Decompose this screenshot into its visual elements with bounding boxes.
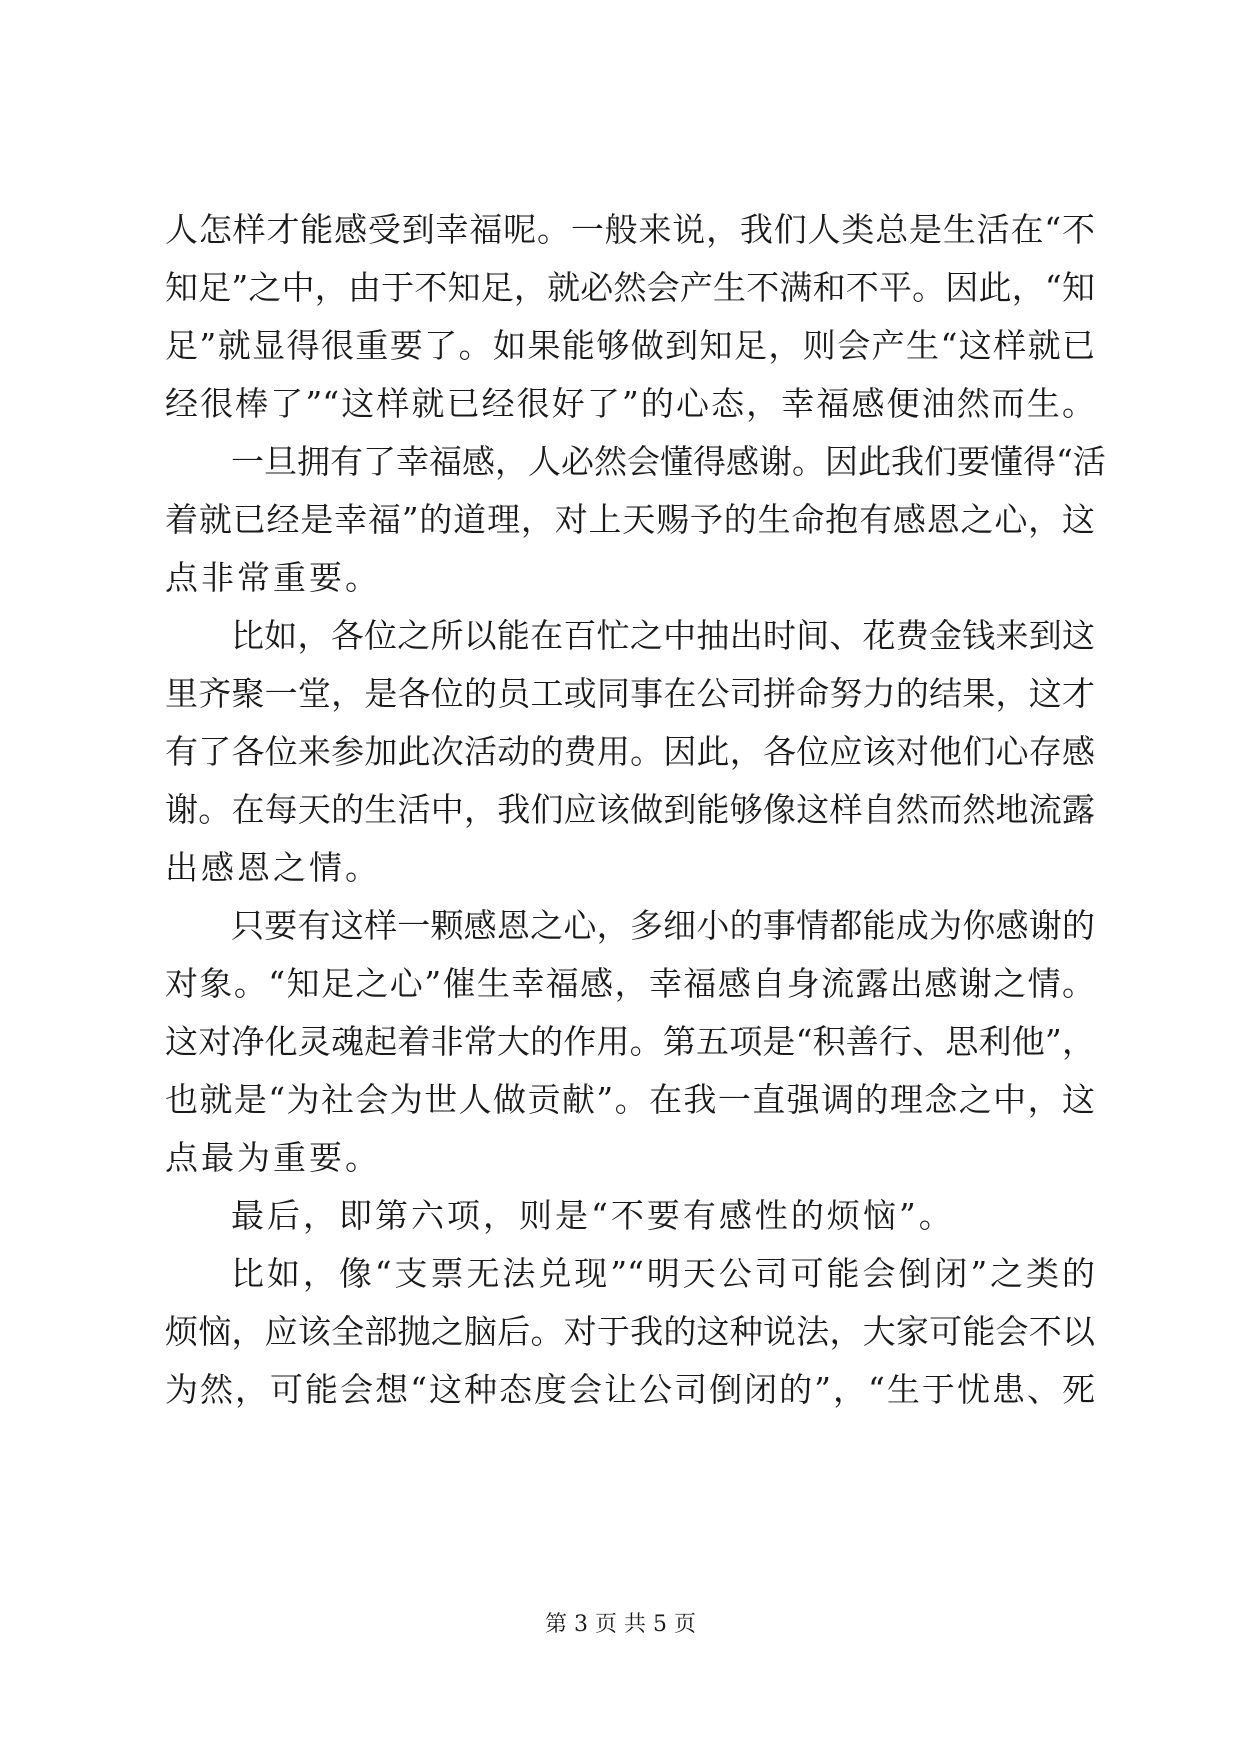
- paragraph-line: 点最为重要。: [165, 1138, 381, 1177]
- paragraph-line: 人怎样才能感受到幸福呢。一般来说，我们人类总是生活在“不: [165, 210, 1095, 249]
- paragraph-line: 比如，各位之所以能在百忙之中抽出时间、花费金钱来到这: [231, 616, 1095, 655]
- paragraph-line: 足”就显得很重要了。如果能够做到知足，则会产生“这样就已: [165, 326, 1095, 365]
- paragraph-line: 知足”之中，由于不知足，就必然会产生不满和不平。因此，“知: [165, 268, 1095, 307]
- paragraph-line: 最后，即第六项，则是“不要有感性的烦恼”。: [231, 1196, 955, 1235]
- paragraph-line: 出感恩之情。: [165, 848, 381, 887]
- paragraph-line: 有了各位来参加此次活动的费用。因此，各位应该对他们心存感: [165, 732, 1095, 771]
- paragraph-line: 谢。在每天的生活中，我们应该做到能够像这样自然而然地流露: [165, 790, 1095, 829]
- paragraph-line: 对象。“知足之心”催生幸福感，幸福感自身流露出感谢之情。: [165, 964, 1095, 1003]
- paragraph-line: 烦恼，应该全部抛之脑后。对于我的这种说法，大家可能会不以: [165, 1312, 1095, 1351]
- paragraph-line: 里齐聚一堂，是各位的员工或同事在公司拼命努力的结果，这才: [165, 674, 1095, 713]
- paragraph-line: 着就已经是幸福”的道理，对上天赐予的生命抱有感恩之心，这: [165, 500, 1095, 539]
- paragraph-line: 也就是“为社会为世人做贡献”。在我一直强调的理念之中，这: [165, 1080, 1095, 1119]
- paragraph-line: 为然，可能会想“这种态度会让公司倒闭的”，“生于忧患、死: [165, 1370, 1095, 1409]
- paragraph-line: 一旦拥有了幸福感，人必然会懂得感谢。因此我们要懂得“活: [231, 442, 1106, 481]
- paragraph-line: 点非常重要。: [165, 558, 381, 597]
- paragraph-line: 比如，像“支票无法兑现”“明天公司可能会倒闭”之类的: [231, 1254, 1095, 1293]
- paragraph-line: 这对净化灵魂起着非常大的作用。第五项是“积善行、思利他”，: [165, 1022, 1095, 1061]
- paragraph-line: 只要有这样一颗感恩之心，多细小的事情都能成为你感谢的: [231, 906, 1095, 945]
- paragraph-line: 经很棒了”“这样就已经很好了”的心态，幸福感便油然而生。: [165, 384, 1095, 423]
- page-number-footer: 第 3 页 共 5 页: [545, 1612, 696, 1637]
